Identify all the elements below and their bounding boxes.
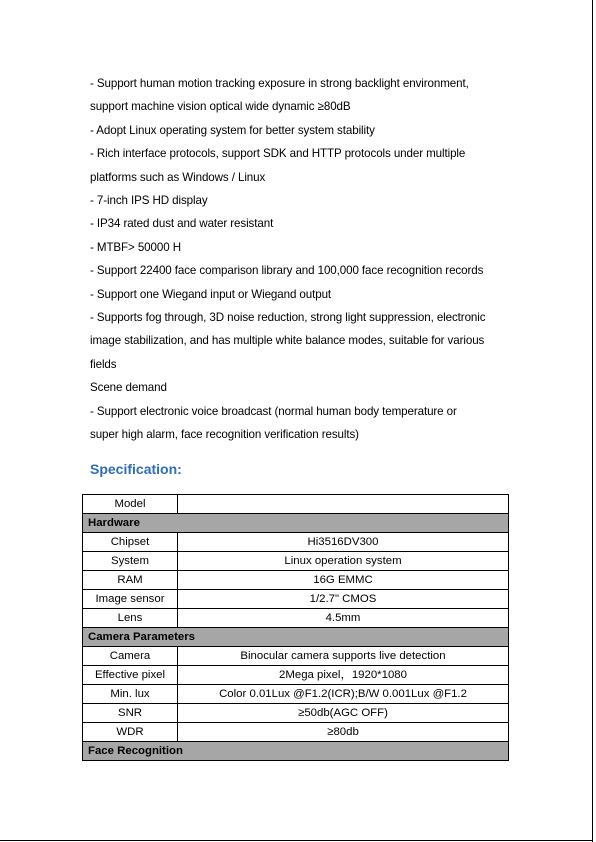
feature-line: super high alarm, face recognition verification results)	[90, 428, 359, 442]
feature-line: - 7-inch IPS HD display	[90, 194, 208, 208]
spec-label: Camera	[83, 647, 178, 666]
feature-line: - Adopt Linux operating system for better system stability	[90, 123, 375, 137]
section-header-face-recognition: Face Recognition	[83, 742, 509, 761]
table-row	[83, 704, 509, 723]
table-row	[83, 647, 509, 666]
spec-value: 4.5mm	[178, 609, 509, 628]
spec-value: Color 0.01Lux @F1.2(ICR);B/W 0.001Lux @F1.2	[178, 685, 509, 704]
spec-label: Min. lux	[83, 685, 178, 704]
feature-list	[90, 72, 515, 447]
spec-value: 1/2.7" CMOS	[178, 590, 509, 609]
table-row	[83, 533, 509, 552]
table-row	[83, 609, 509, 628]
feature-line: support machine vision optical wide dynamic ≥80dB	[90, 100, 351, 114]
feature-line: - Support 22400 face comparison library and 100,000 face recognition records	[90, 264, 484, 278]
specification-table	[82, 494, 509, 761]
spec-label: RAM	[83, 571, 178, 590]
table-row	[83, 666, 509, 685]
spec-value: 16G EMMC	[178, 571, 509, 590]
feature-line: platforms such as Windows / Linux	[90, 170, 266, 184]
spec-label: Model	[83, 495, 178, 514]
section-header-row	[83, 628, 509, 647]
section-header-row	[83, 514, 509, 533]
feature-line: - MTBF> 50000 H	[90, 240, 181, 254]
spec-label: SNR	[83, 704, 178, 723]
spec-value: Linux operation system	[178, 552, 509, 571]
table-row	[83, 552, 509, 571]
spec-label: Lens	[83, 609, 178, 628]
feature-line: - Rich interface protocols, support SDK and HTTP protocols under multiple	[90, 147, 466, 161]
spec-value	[178, 495, 509, 514]
specification-heading: Specification:	[90, 461, 182, 477]
spec-value: Hi3516DV300	[178, 533, 509, 552]
feature-line: - Support electronic voice broadcast (normal human body temperature or	[90, 404, 457, 418]
spec-value: Binocular camera supports live detection	[178, 647, 509, 666]
section-header-hardware: Hardware	[83, 514, 509, 533]
spec-value: 2Mega pixel，1920*1080	[178, 666, 509, 685]
spec-value: ≥50db(AGC OFF)	[178, 704, 509, 723]
table-row	[83, 590, 509, 609]
feature-line: - Supports fog through, 3D noise reduction, strong light suppression, electronic	[90, 311, 486, 325]
section-header-row	[83, 742, 509, 761]
section-header-camera: Camera Parameters	[83, 628, 509, 647]
spec-label: Effective pixel	[83, 666, 178, 685]
spec-label: System	[83, 552, 178, 571]
table-row	[83, 723, 509, 742]
feature-line: fields	[90, 357, 117, 371]
spec-label: Chipset	[83, 533, 178, 552]
table-row	[83, 571, 509, 590]
table-row	[83, 685, 509, 704]
feature-line: Scene demand	[90, 381, 167, 395]
spec-value: ≥80db	[178, 723, 509, 742]
feature-line: - Support one Wiegand input or Wiegand output	[90, 287, 332, 301]
page-edge-bottom	[0, 840, 593, 841]
table-row	[83, 495, 509, 514]
spec-label: WDR	[83, 723, 178, 742]
page-edge-right	[592, 0, 593, 842]
spec-label: Image sensor	[83, 590, 178, 609]
feature-line: - Support human motion tracking exposure in strong backlight environment,	[90, 77, 469, 90]
feature-line: image stabilization, and has multiple white balance modes, suitable for various	[90, 334, 485, 348]
feature-line: - IP34 rated dust and water resistant	[90, 217, 274, 231]
